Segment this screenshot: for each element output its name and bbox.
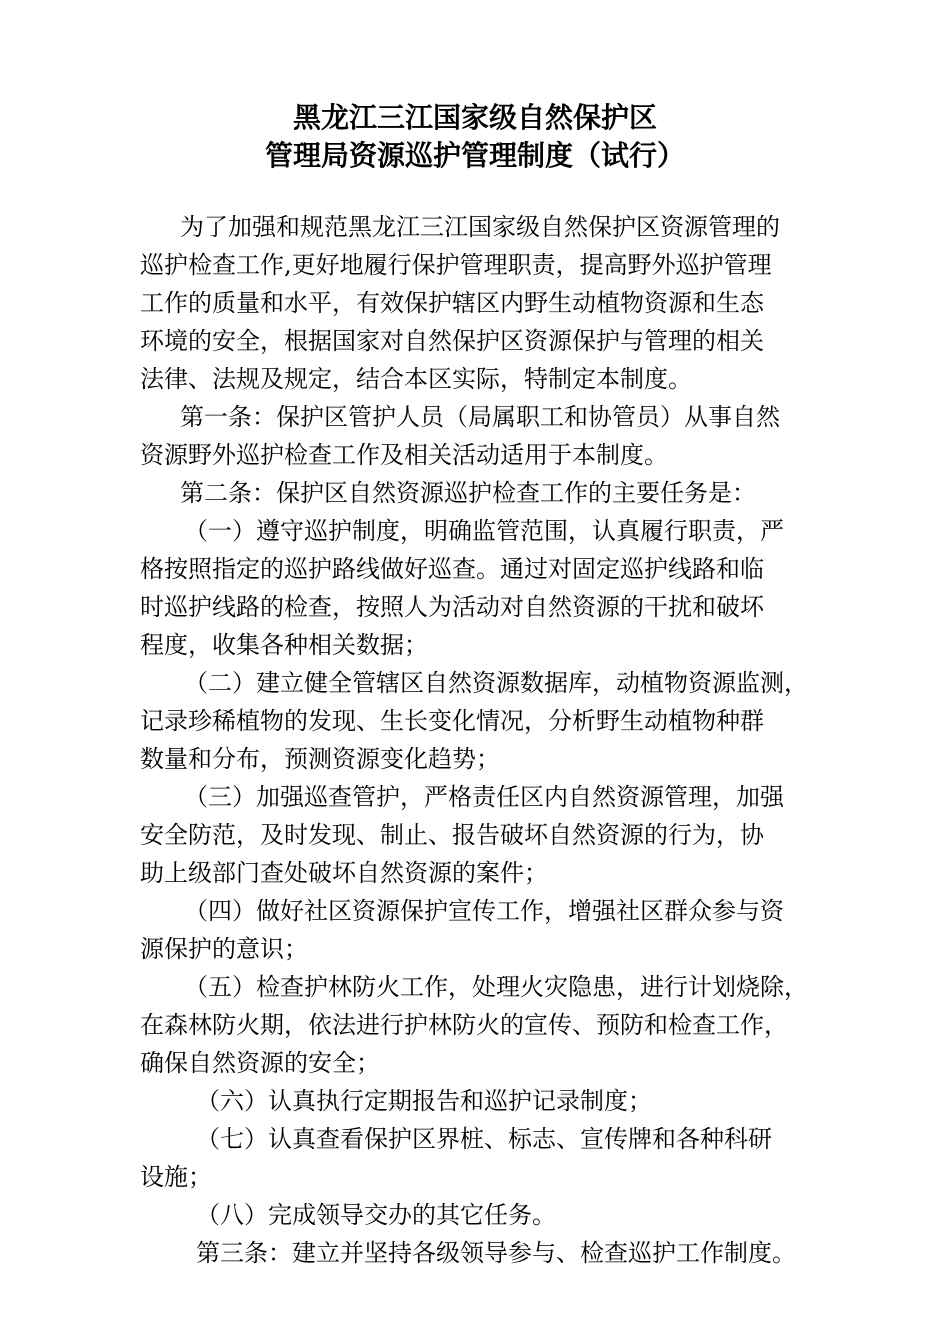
item-5-line: 确保自然资源的安全； bbox=[140, 1049, 380, 1077]
item-8-line: （八）完成领导交办的其它任务。 bbox=[196, 1201, 556, 1229]
document-title-line2: 管理局资源巡护管理制度（试行） bbox=[264, 139, 685, 172]
article-2-line: 第二条：保护区自然资源巡护检查工作的主要任务是： bbox=[180, 479, 756, 507]
item-7-line: 设施； bbox=[140, 1163, 212, 1191]
preamble-line: 巡护检查工作,更好地履行保护管理职责，提高野外巡护管理 bbox=[140, 251, 772, 279]
item-4-line: 源保护的意识； bbox=[140, 935, 308, 963]
document-body bbox=[140, 208, 840, 1272]
item-4-line: （四）做好社区资源保护宣传工作，增强社区群众参与资 bbox=[184, 897, 784, 925]
item-1-line: （一）遵守巡护制度，明确监管范围，认真履行职责，严 bbox=[184, 517, 784, 545]
document-title-line1: 黑龙江三江国家级自然保护区 bbox=[292, 101, 657, 134]
article-1-line: 第一条：保护区管护人员（局属职工和协管员）从事自然 bbox=[180, 403, 780, 431]
item-2-line: 记录珍稀植物的发现、生长变化情况，分析野生动植物种群 bbox=[140, 707, 764, 735]
item-3-line: （三）加强巡查管护，严格责任区内自然资源管理，加强 bbox=[184, 783, 784, 811]
article-1-line: 资源野外巡护检查工作及相关活动适用于本制度。 bbox=[140, 441, 668, 469]
preamble-line: 工作的质量和水平，有效保护辖区内野生动植物资源和生态 bbox=[140, 289, 764, 317]
preamble-line: 法律、法规及规定，结合本区实际，特制定本制度。 bbox=[140, 365, 692, 393]
item-1-line: 时巡护线路的检查，按照人为活动对自然资源的干扰和破坏 bbox=[140, 593, 764, 621]
article-3-line: 第三条：建立并坚持各级领导参与、检查巡护工作制度。 bbox=[196, 1239, 796, 1267]
item-7-line: （七）认真查看保护区界桩、标志、宣传牌和各种科研 bbox=[196, 1125, 772, 1153]
preamble-line: 为了加强和规范黑龙江三江国家级自然保护区资源管理的 bbox=[180, 213, 780, 241]
item-1-line: 程度，收集各种相关数据； bbox=[140, 631, 428, 659]
preamble-line: 环境的安全，根据国家对自然保护区资源保护与管理的相关 bbox=[140, 327, 764, 355]
item-3-line: 助上级部门查处破坏自然资源的案件； bbox=[140, 859, 548, 887]
item-5-line: 在森林防火期，依法进行护林防火的宣传、预防和检查工作， bbox=[140, 1011, 788, 1039]
item-6-line: （六）认真执行定期报告和巡护记录制度； bbox=[196, 1087, 652, 1115]
item-2-line: （二）建立健全管辖区自然资源数据库，动植物资源监测， bbox=[184, 669, 808, 697]
item-1-line: 格按照指定的巡护路线做好巡查。通过对固定巡护线路和临 bbox=[140, 555, 764, 583]
item-3-line: 安全防范，及时发现、制止、报告破坏自然资源的行为，协 bbox=[140, 821, 764, 849]
item-5-line: （五）检查护林防火工作，处理火灾隐患，进行计划烧除， bbox=[184, 973, 808, 1001]
item-2-line: 数量和分布，预测资源变化趋势； bbox=[140, 745, 500, 773]
